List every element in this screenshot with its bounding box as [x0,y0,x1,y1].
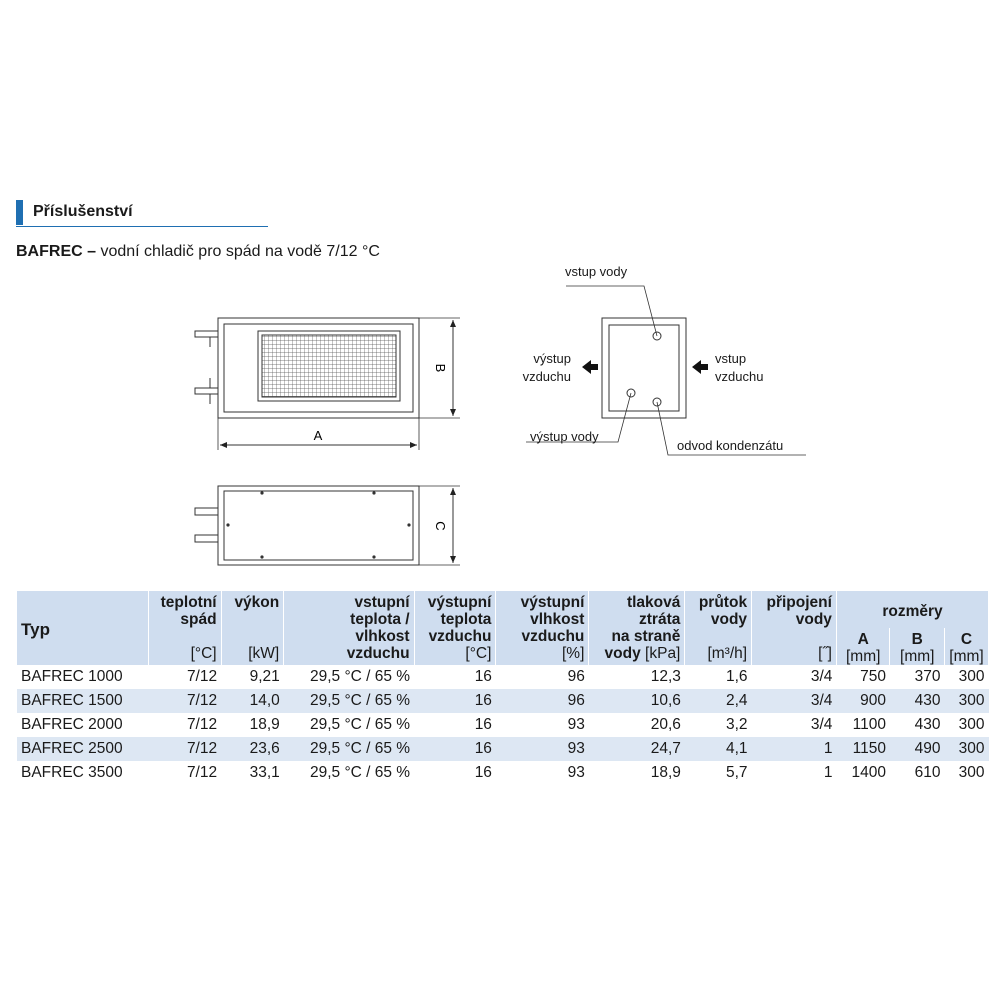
table-row [17,689,989,713]
specification-rows [17,665,989,785]
table-cell: 300 [945,761,989,785]
table-cell: 93 [496,713,589,737]
header-pressure-loss: tlaková ztráta na straně vody [kPa] [589,591,685,665]
table-cell: 1 [752,761,837,785]
header-temperature-drop: teplotní spád [°C] [148,591,221,665]
table-cell: 7/12 [148,689,221,713]
table-cell: 5,7 [685,761,752,785]
label-water-outlet: výstup vody [530,429,599,444]
dimension-a-label: A [313,428,323,443]
label-air-inlet-2: vzduchu [715,369,764,384]
table-cell: 370 [890,665,945,689]
dimension-b-label: B [433,363,448,373]
table-cell: 1100 [836,713,890,737]
table-cell: 300 [945,713,989,737]
table-cell: 29,5 °C / 65 % [284,713,414,737]
table-cell: BAFREC 2500 [17,737,148,761]
table-cell: 1 [752,737,837,761]
table-cell: 430 [890,713,945,737]
air-outlet-arrow-icon [582,360,598,374]
table-cell: 14,0 [221,689,284,713]
table-cell: 2,4 [685,689,752,713]
table-row [17,665,989,689]
table-cell: 1,6 [685,665,752,689]
table-cell: 7/12 [148,713,221,737]
label-air-outlet-1: výstup [533,351,571,366]
table-cell: 93 [496,737,589,761]
table-row [17,761,989,785]
table-row [17,713,989,737]
table-cell: 4,1 [685,737,752,761]
table-cell: 16 [414,713,496,737]
table-cell: 33,1 [221,761,284,785]
header-outlet-humidity: výstupní vlhkost vzduchu [%] [496,591,589,665]
table-cell: 23,6 [221,737,284,761]
air-inlet-arrow-icon [692,360,708,374]
header-dim-a: A [mm] [836,628,890,665]
table-cell: 1400 [836,761,890,785]
table-cell: 9,21 [221,665,284,689]
table-cell: 18,9 [589,761,685,785]
table-cell: 3/4 [752,689,837,713]
table-cell: 7/12 [148,761,221,785]
header-inlet-temp-humidity: vstupní teplota / vlhkost vzduchu [284,591,414,665]
label-condensate-drain: odvod kondenzátu [677,438,784,453]
header-water-connection: připojení vody [˝] [752,591,837,665]
table-cell: 7/12 [148,737,221,761]
header-dim-c: C [mm] [945,628,989,665]
table-cell: BAFREC 3500 [17,761,148,785]
table-cell: 300 [945,737,989,761]
table-cell: 490 [890,737,945,761]
table-cell: 18,9 [221,713,284,737]
table-cell: 610 [890,761,945,785]
table-cell: 16 [414,761,496,785]
table-cell: BAFREC 1000 [17,665,148,689]
table-cell: 430 [890,689,945,713]
label-air-inlet-1: vstup [715,351,747,366]
specification-table [17,591,989,785]
table-cell: 3/4 [752,713,837,737]
table-cell: 16 [414,665,496,689]
table-cell: 93 [496,761,589,785]
table-cell: 29,5 °C / 65 % [284,761,414,785]
product-description: vodní chladič pro spád na vodě 7/12 °C [96,243,380,260]
table-cell: 96 [496,665,589,689]
top-view-drawing [195,486,460,565]
header-dimensions: rozměry [836,591,988,628]
table-cell: 16 [414,737,496,761]
dimension-c-label: C [433,521,448,531]
table-cell: 7/12 [148,665,221,689]
label-air-outlet-2: vzduchu [522,369,571,384]
table-cell: 20,6 [589,713,685,737]
table-cell: 12,3 [589,665,685,689]
table-cell: 750 [836,665,890,689]
table-cell: 3/4 [752,665,837,689]
table-cell: 29,5 °C / 65 % [284,737,414,761]
header-typ: Typ [17,591,148,665]
product-model: BAFREC – [16,243,97,260]
section-title: Příslušenství [33,203,133,220]
header-output: výkon [kW] [221,591,284,665]
table-cell: BAFREC 2000 [17,713,148,737]
table-cell: 29,5 °C / 65 % [284,689,414,713]
header-outlet-temperature: výstupní teplota vzduchu [°C] [414,591,496,665]
table-cell: 24,7 [589,737,685,761]
table-cell: 16 [414,689,496,713]
table-cell: 1150 [836,737,890,761]
table-cell: 900 [836,689,890,713]
table-row [17,737,989,761]
header-water-flow: průtok vody [m³/h] [685,591,752,665]
front-view-drawing [195,318,460,450]
table-cell: 96 [496,689,589,713]
table-cell: 300 [945,689,989,713]
table-cell: 29,5 °C / 65 % [284,665,414,689]
header-dim-b: B [mm] [890,628,945,665]
table-cell: 300 [945,665,989,689]
label-water-inlet: vstup vody [565,264,628,279]
table-cell: 3,2 [685,713,752,737]
table-cell: 10,6 [589,689,685,713]
table-cell: BAFREC 1500 [17,689,148,713]
